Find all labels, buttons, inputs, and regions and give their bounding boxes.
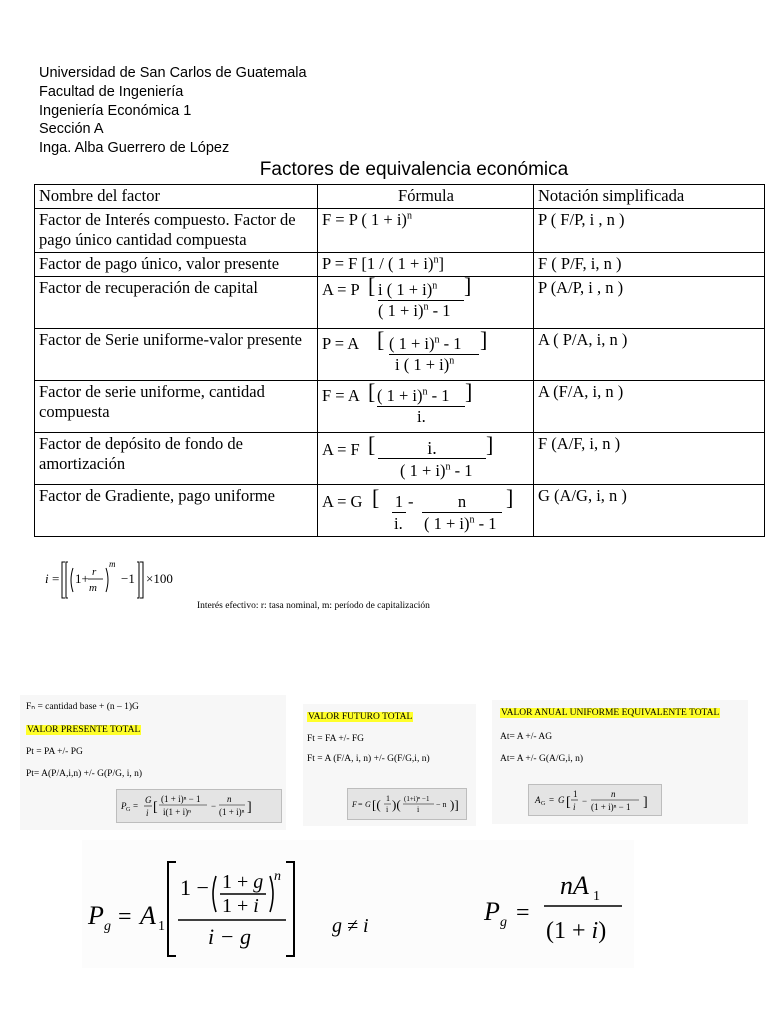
formula-cell: A = P [ i ( 1 + i)$^n$ ] ( 1 + i)$^n$ - 1 — [318, 277, 534, 329]
svg-text:)]: )] — [450, 797, 459, 812]
fg-equation-box — [347, 788, 467, 820]
factor-notation: A ( P/A, i, n ) — [534, 329, 765, 381]
svg-text:− n: − n — [436, 800, 447, 809]
svg-text:(1 + i): (1 + i) — [546, 918, 607, 944]
svg-text:F: F — [352, 800, 357, 809]
svg-text:=: = — [516, 900, 530, 926]
effective-interest-formula — [43, 556, 193, 607]
svg-text:−: − — [211, 801, 217, 811]
future-value-title: VALOR FUTURO TOTAL — [308, 712, 413, 722]
svg-text:[: [ — [153, 800, 158, 815]
table-row — [35, 277, 765, 329]
svg-text:]: ] — [247, 800, 252, 815]
header-line-instructor: Inga. Alba Guerrero de López — [39, 140, 230, 157]
table-header-row — [35, 185, 765, 209]
svg-text:A: A — [535, 795, 541, 805]
annual-value-title: VALOR ANUAL UNIFORME EQUIVALENTE TOTAL — [501, 708, 720, 718]
svg-text:(1 + i)ⁿ − 1: (1 + i)ⁿ − 1 — [591, 802, 631, 812]
pg-equation-box — [116, 789, 282, 823]
future-line-2: Ft = A (F/A, i, n) +/- G(F/G,i, n) — [307, 754, 430, 764]
header-line-university: Universidad de San Carlos de Guatemala — [39, 65, 307, 81]
table-row — [35, 433, 765, 485]
svg-text:G: G — [365, 800, 371, 809]
fg-equation — [348, 789, 466, 819]
factor-notation: A (F/A, i, n ) — [534, 381, 765, 433]
svg-text:G: G — [145, 795, 152, 805]
factor-name: Factor de Interés compuesto. Factor de pago único cantidad compuesta — [35, 209, 318, 253]
svg-text:1: 1 — [386, 794, 390, 803]
formula-cell: P = F [1 / ( 1 + i)$^n$] — [318, 253, 534, 277]
svg-text:)(: )( — [392, 797, 401, 812]
svg-text:1: 1 — [158, 919, 165, 934]
svg-text:−: − — [582, 796, 588, 806]
geometric-gradient-panel — [82, 840, 634, 968]
svg-text:i: i — [45, 571, 49, 586]
factor-name: Factor de serie uniforme, cantidad compuesta — [35, 381, 318, 433]
svg-text:P: P — [88, 901, 104, 930]
svg-text:−1: −1 — [121, 571, 135, 586]
svg-text:=: = — [358, 800, 363, 809]
formula-cell: A = G [ 1 - n ] i. ( 1 + i)$^n$ - 1 — [318, 485, 534, 537]
factor-notation: P ( F/P, i , n ) — [534, 209, 765, 253]
svg-text:=: = — [133, 801, 139, 811]
present-line-2: Pt= A(P/A,i,n) +/- G(P/G, i, n) — [26, 769, 143, 779]
annual-value-panel — [492, 700, 748, 824]
svg-text:i − g: i − g — [208, 924, 251, 949]
table-row — [35, 209, 765, 253]
factor-name: Factor de recuperación de capital — [35, 277, 318, 329]
formula-cell: P = A [ ( 1 + i)$^n$ - 1 ] i ( 1 + i)$^n$ — [318, 329, 534, 381]
formula-cell: F = P ( 1 + i)$^n$ — [318, 209, 534, 253]
svg-text:G: G — [541, 801, 546, 807]
svg-text:[: [ — [566, 795, 571, 810]
svg-text:(1 + i)ⁿ − 1: (1 + i)ⁿ − 1 — [161, 794, 201, 804]
svg-text:nA: nA — [560, 871, 589, 900]
svg-text:n: n — [274, 869, 281, 884]
svg-text:r: r — [92, 566, 97, 578]
pg-equation — [117, 790, 281, 822]
svg-text:1+: 1+ — [75, 571, 89, 586]
institution-header — [39, 64, 307, 158]
svg-text:G: G — [558, 795, 565, 805]
document-title: Factores de equivalencia económica — [259, 159, 569, 180]
effective-interest-caption: Interés efectivo: r: tasa nominal, m: período de capitalización — [197, 601, 430, 611]
svg-text:i: i — [146, 808, 149, 818]
factor-name: Factor de Gradiente, pago uniforme — [35, 485, 318, 537]
svg-text:i: i — [573, 802, 576, 812]
svg-text:g: g — [104, 919, 111, 934]
table-row — [35, 381, 765, 433]
svg-text:(1+i)ⁿ −1: (1+i)ⁿ −1 — [404, 795, 430, 803]
factor-name: Factor de Serie uniforme-valor presente — [35, 329, 318, 381]
svg-text:g: g — [500, 915, 507, 930]
factor-notation: P (A/P, i , n ) — [534, 277, 765, 329]
ag-equation-box — [528, 784, 662, 816]
svg-text:i(1 + i)ⁿ: i(1 + i)ⁿ — [163, 807, 191, 817]
svg-text:=: = — [52, 571, 60, 586]
svg-text:1 + i: 1 + i — [222, 895, 259, 917]
svg-text:1: 1 — [573, 789, 578, 799]
future-line-1: Ft = FA +/- FG — [307, 734, 364, 744]
formula-cell: F = A [ ( 1 + i)$^n$ - 1 ] i. — [318, 381, 534, 433]
present-value-panel — [20, 695, 286, 830]
table-row — [35, 485, 765, 537]
svg-text:m: m — [109, 559, 116, 569]
factors-table — [34, 184, 765, 537]
svg-text:[(: [( — [372, 797, 381, 812]
header-formula: Fórmula — [318, 185, 534, 209]
svg-text:=: = — [118, 904, 132, 930]
fn-formula: Fₙ = cantidad base + (n – 1)G — [26, 702, 139, 712]
svg-text:i: i — [417, 805, 420, 814]
factor-notation: F ( P/F, i, n ) — [534, 253, 765, 277]
formula-cell: A = F [ i. ] ( 1 + i)$^n$ - 1 — [318, 433, 534, 485]
table-row — [35, 329, 765, 381]
svg-text:G: G — [126, 807, 131, 813]
table-row — [35, 253, 765, 277]
header-line-course: Ingeniería Económica 1 — [39, 102, 192, 119]
header-factor-name: Nombre del factor — [35, 185, 318, 209]
svg-text:P: P — [121, 801, 127, 811]
svg-text:n: n — [227, 794, 232, 804]
svg-text:n: n — [611, 789, 616, 799]
svg-text:(1 + i)ⁿ: (1 + i)ⁿ — [219, 807, 245, 817]
factor-notation: F (A/F, i, n ) — [534, 433, 765, 485]
future-value-panel — [303, 704, 476, 826]
present-value-title: VALOR PRESENTE TOTAL — [27, 725, 141, 735]
header-line-faculty: Facultad de Ingeniería — [39, 83, 184, 100]
svg-text:A: A — [140, 901, 156, 930]
svg-text:i: i — [386, 805, 389, 814]
geometric-gradient-equations — [82, 840, 634, 968]
svg-text:1 + g: 1 + g — [222, 871, 264, 893]
factor-name: Factor de pago único, valor presente — [35, 253, 318, 277]
svg-text:P: P — [484, 897, 500, 926]
svg-text:1: 1 — [593, 889, 600, 904]
header-notation: Notación simplificada — [534, 185, 765, 209]
present-line-1: Pt = PA +/- PG — [26, 747, 83, 757]
svg-text:=: = — [549, 795, 555, 805]
annual-line-2: At= A +/- G(A/G,i, n) — [500, 754, 584, 764]
ag-equation — [529, 785, 661, 815]
annual-line-1: At= A +/- AG — [500, 732, 553, 742]
svg-text:×100: ×100 — [146, 571, 173, 586]
svg-text:m: m — [89, 582, 97, 594]
effective-interest-equation — [43, 556, 193, 602]
factor-notation: G (A/G, i, n ) — [534, 485, 765, 537]
header-line-section: Sección A — [39, 121, 104, 138]
svg-text:1 −: 1 − — [180, 875, 209, 900]
factor-name: Factor de depósito de fondo de amortización — [35, 433, 318, 485]
condition-text: g ≠ i — [332, 915, 369, 937]
svg-text:]: ] — [643, 795, 648, 810]
